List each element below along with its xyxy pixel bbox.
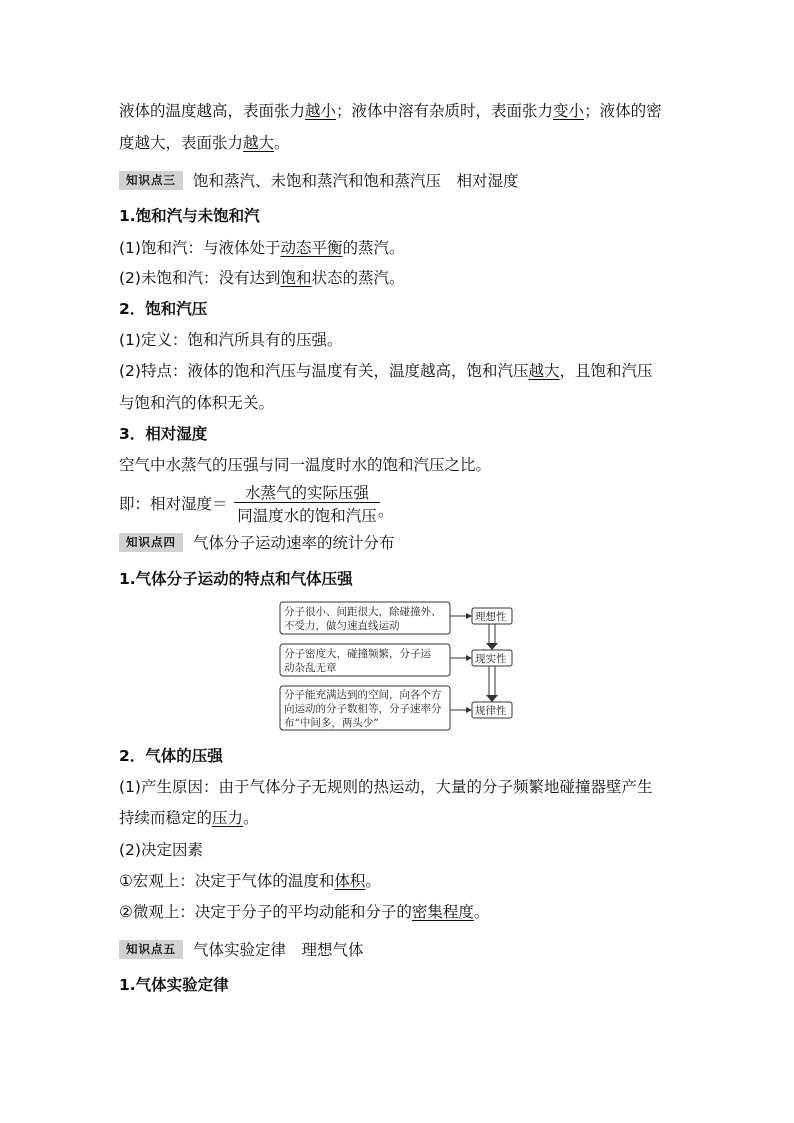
text: ，且饱和汽压 xyxy=(559,362,653,380)
underlined-answer: 越大 xyxy=(243,134,275,152)
k4-line-macro xyxy=(119,871,381,891)
para-surface-tension-line2 xyxy=(119,133,290,153)
text: 状态的蒸汽。 xyxy=(311,269,405,287)
para-surface-tension-line1 xyxy=(119,101,662,121)
arrow-down-icon xyxy=(486,695,498,702)
text: 。 xyxy=(473,903,490,921)
text: ②微观上：决定于分子的平均动能和分子的 xyxy=(119,903,412,921)
text: 的蒸汽。 xyxy=(342,239,405,257)
fraction-bar xyxy=(234,502,380,503)
k3-line-feature-cont: 与饱和汽的体积无关。 xyxy=(119,394,275,412)
label-real: 现实性 xyxy=(475,653,507,665)
arrow-right-icon xyxy=(466,707,472,713)
text: 液体的温度越高，表面张力 xyxy=(119,102,306,120)
section-tag-k3: 知识点三 xyxy=(119,171,183,190)
arrow-right-icon xyxy=(466,655,472,661)
label-ideal: 理想性 xyxy=(475,611,507,623)
box2-line1: 分子密度大，碰撞频繁，分子运 xyxy=(284,648,431,660)
box3-line1: 分子能充满达到的空间，向各个方 xyxy=(284,689,442,701)
box1-line1: 分子很小、间距很大，除碰撞外、 xyxy=(284,606,442,618)
formula-period: 。 xyxy=(378,502,394,520)
k3-line-definition: (1)定义：饱和汽所具有的压强。 xyxy=(119,331,343,349)
formula-label: 即：相对湿度＝ xyxy=(119,495,228,513)
text: 持续而稳定的 xyxy=(119,809,213,827)
underlined-answer: 变小 xyxy=(553,102,585,120)
k4-line-factors: (2)决定因素 xyxy=(119,841,203,859)
underlined-answer: 越小 xyxy=(305,102,337,120)
k3-line-unsaturated xyxy=(119,268,405,288)
formula-numerator: 水蒸气的实际压强 xyxy=(244,484,369,502)
text: 。 xyxy=(274,134,290,152)
gas-motion-diagram xyxy=(270,598,530,738)
k4-line-micro xyxy=(119,902,489,922)
heading-relative-humidity: 3．相对湿度 xyxy=(119,425,208,443)
text: 度越大，表面张力 xyxy=(119,134,244,152)
underlined-answer: 饱和 xyxy=(280,269,312,287)
text: ；液体中溶有杂质时，表面张力 xyxy=(336,102,554,120)
text: (2)特点：液体的饱和汽压与温度有关，温度越高，饱和汽压 xyxy=(119,362,529,380)
underlined-answer: 密集程度 xyxy=(411,903,474,921)
text: 。 xyxy=(243,809,259,827)
section-title-k3: 饱和蒸汽、未饱和蒸汽和饱和蒸汽压 相对湿度 xyxy=(193,172,519,190)
box2-line2: 动杂乱无章 xyxy=(284,662,337,674)
box3-line2: 向运动的分子数相等，分子速率分 xyxy=(284,703,442,715)
section-title-k5: 气体实验定律 理想气体 xyxy=(193,941,364,959)
box1-line2: 不受力，做匀速直线运动 xyxy=(284,620,400,632)
formula-denominator: 同温度水的饱和汽压 xyxy=(237,507,377,525)
text: (1)饱和汽：与液体处于 xyxy=(119,239,281,257)
text: ①宏观上：决定于气体的温度和 xyxy=(119,872,335,890)
heading-gas-molecule-motion: 1.气体分子运动的特点和气体压强 xyxy=(119,570,353,588)
section-title-k4: 气体分子运动速率的统计分布 xyxy=(193,534,395,552)
k3-line-humidity-def: 空气中水蒸气的压强与同一温度时水的饱和汽压之比。 xyxy=(119,456,492,474)
heading-saturated-pressure: 2．饱和汽压 xyxy=(119,300,208,318)
section-tag-k4: 知识点四 xyxy=(119,533,183,552)
underlined-answer: 越大 xyxy=(528,362,560,380)
heading-gas-pressure: 2．气体的压强 xyxy=(119,747,223,765)
k4-line-cause: (1)产生原因：由于气体分子无规则的热运动，大量的分子频繁地碰撞器壁产生 xyxy=(119,778,653,796)
heading-saturated-vapor: 1.饱和汽与未饱和汽 xyxy=(119,207,260,225)
section-tag-k5: 知识点五 xyxy=(119,940,183,959)
k4-line-cause-cont xyxy=(119,808,259,828)
label-regular: 规律性 xyxy=(475,705,507,717)
k3-line-saturated xyxy=(119,238,405,258)
text: 。 xyxy=(365,872,381,890)
text: (2)未饱和汽：没有达到 xyxy=(119,269,281,287)
box3-line3: 布“中间多，两头少” xyxy=(284,717,379,729)
underlined-answer: 压力 xyxy=(212,809,244,827)
underlined-answer: 动态平衡 xyxy=(280,239,343,257)
arrow-right-icon xyxy=(466,613,472,619)
heading-gas-laws: 1.气体实验定律 xyxy=(119,976,229,994)
k3-line-feature xyxy=(119,361,653,381)
arrow-down-icon xyxy=(486,643,498,650)
text: ；液体的密 xyxy=(584,102,662,120)
underlined-answer: 体积 xyxy=(334,872,366,890)
